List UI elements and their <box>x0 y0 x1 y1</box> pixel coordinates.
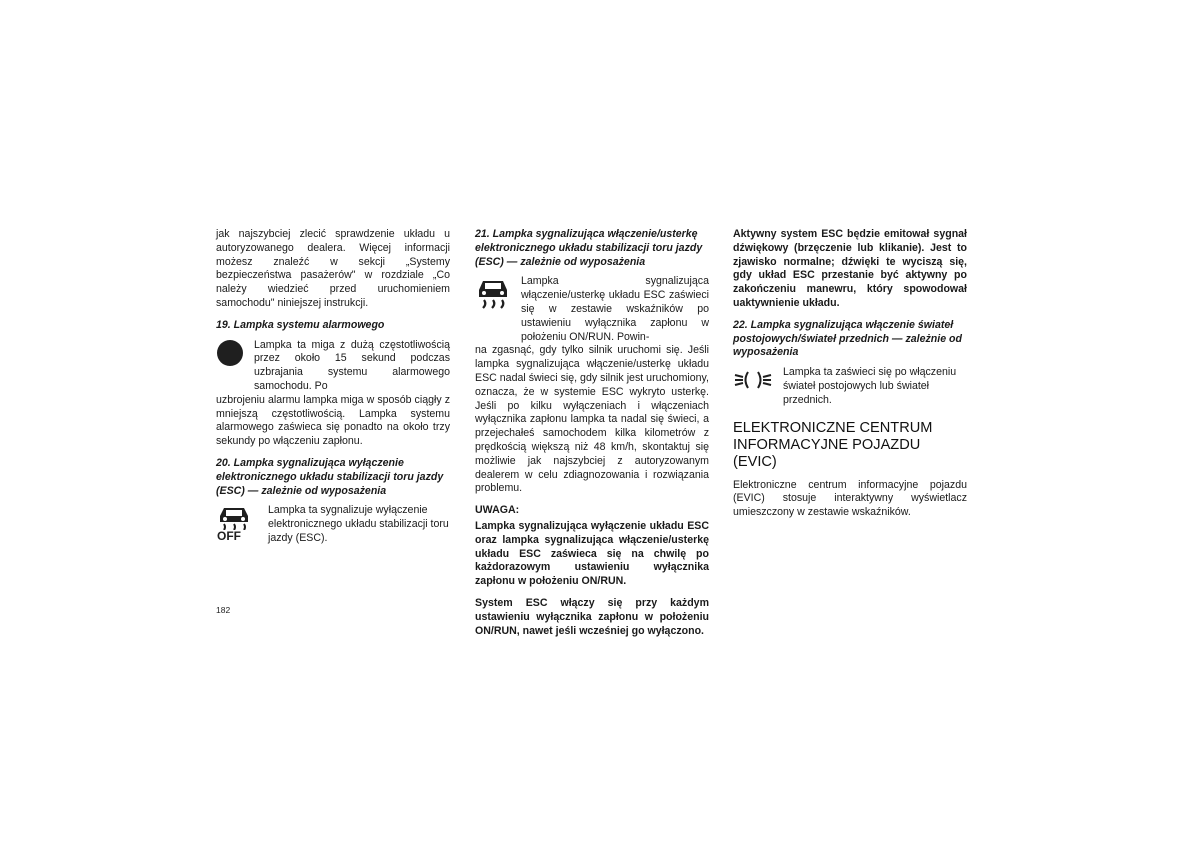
parking-lights-icon <box>733 366 783 391</box>
evic-heading: ELEKTRONICZNE CENTRUM INFORMACYJNE POJAZDU (EVIC) <box>733 419 933 470</box>
alarm-dot-icon <box>216 339 254 367</box>
intro-paragraph: jak najszybciej zlecić sprawdzenie układu u autoryzowanego dealera. Więcej informacji możesz znaleźć w sekcji „Systemy bezpieczeństwa pasażerów" w rozdziale „Co należy wiedzieć przed uruchomieniem samochodu" niniejszej instrukcji. <box>216 228 450 309</box>
figure-19 <box>216 339 450 394</box>
esc-skid-car-icon <box>475 275 521 309</box>
paragraph-19-rest: uzbrojeniu alarmu lampka miga w sposób ciągły z mniejszą częstotliwością. Lampka systemu alarmowego zaświeca się ponadto na około trzy sekundy po włączeniu zapłonu. <box>216 393 450 448</box>
figure-21 <box>475 275 709 344</box>
paragraph-20: Lampka ta sygnalizuje wyłączenie elektronicznego układu stabilizacji toru jazdy (ESC). <box>268 504 449 544</box>
paragraph-19-wrapped: Lampka ta miga z dużą częstotliwością przez około 15 sekund podczas uzbrajania systemu alarmowego samochodu. Po <box>254 338 450 392</box>
page-number: 182 <box>216 605 231 615</box>
paragraph-21-wrapped: Lampka sygnalizująca włączenie/usterkę układu ESC zaświeci się w zestawie wskaźników po ustawieniu wyłącznika zapłonu w położeniu ON/RUN. Powin- <box>521 275 709 343</box>
heading-19: 19. Lampka systemu alarmowego <box>216 318 385 331</box>
heading-21: 21. Lampka sygnalizująca włączenie/usterkę elektronicznego układu stabilizacji toru jazdy (ESC) — zależnie od wyposażenia <box>475 228 703 268</box>
column-3 <box>733 228 967 528</box>
esc-active-paragraph: Aktywny system ESC będzie emitował sygnał dźwiękowy (brzęczenie lub klikanie). Jest to zjawisko normalne; dźwięki te wyciszą się, gdy układ ESC przestanie być aktywny po zakończeniu manewru, który spowodował uaktywnienie układu. <box>733 228 967 309</box>
figure-22 <box>733 366 967 407</box>
uwaga-paragraph-1: Lampka sygnalizująca wyłączenie układu ESC oraz lampka sygnalizująca włączenie/usterkę układu ESC zaświeca się na chwilę po każdorazowym ustawieniu wyłącznika zapłonu w położeniu ON/RUN. <box>475 519 709 588</box>
heading-20: 20. Lampka sygnalizująca wyłączenie elektronicznego układu stabilizacji toru jazdy (ESC) — zależnie od wyposażenia <box>216 456 444 497</box>
uwaga-paragraph-2: System ESC włączy się przy każdym ustawieniu wyłącznika zapłonu w położeniu ON/RUN, nawet jeśli wcześniej go wyłączono. <box>475 596 709 637</box>
figure-20 <box>216 504 450 545</box>
column-1 <box>216 228 450 546</box>
esc-off-icon <box>216 504 268 542</box>
heading-22: 22. Lampka sygnalizująca włączenie świateł postojowych/świateł przednich — zależnie od wyposażenia <box>733 318 962 359</box>
paragraph-22: Lampka ta zaświeci się po włączeniu świateł postojowych lub świateł przednich. <box>783 366 957 406</box>
esc-off-label: OFF <box>217 529 241 544</box>
evic-paragraph: Elektroniczne centrum informacyjne pojazdu (EVIC) stosuje interaktywny wyświetlacz umieszczony w zestawie wskaźników. <box>733 478 967 519</box>
uwaga-label: UWAGA: <box>475 504 520 517</box>
paragraph-21-rest: na zgasnąć, gdy tylko silnik uruchomi się. Jeśli lampka sygnalizująca włączenie/usterkę układu ESC nadal świeci się, gdy silnik jest uruchomiony, oznacza, że w systemie ESC wykryto usterkę. Jeśli po kilku wyłączeniach i włączeniach wyłącznika zapłonu lampka ta nadal się świeci, a przejechałeś samochodem kilka kilometrów z prędkością większą niż 48 km/h, skontaktuj się możliwie jak najszybciej z autoryzowanym dealerem w celu zdiagnozowania i rozwiązania problemu. <box>475 344 709 495</box>
column-2 <box>475 228 709 646</box>
